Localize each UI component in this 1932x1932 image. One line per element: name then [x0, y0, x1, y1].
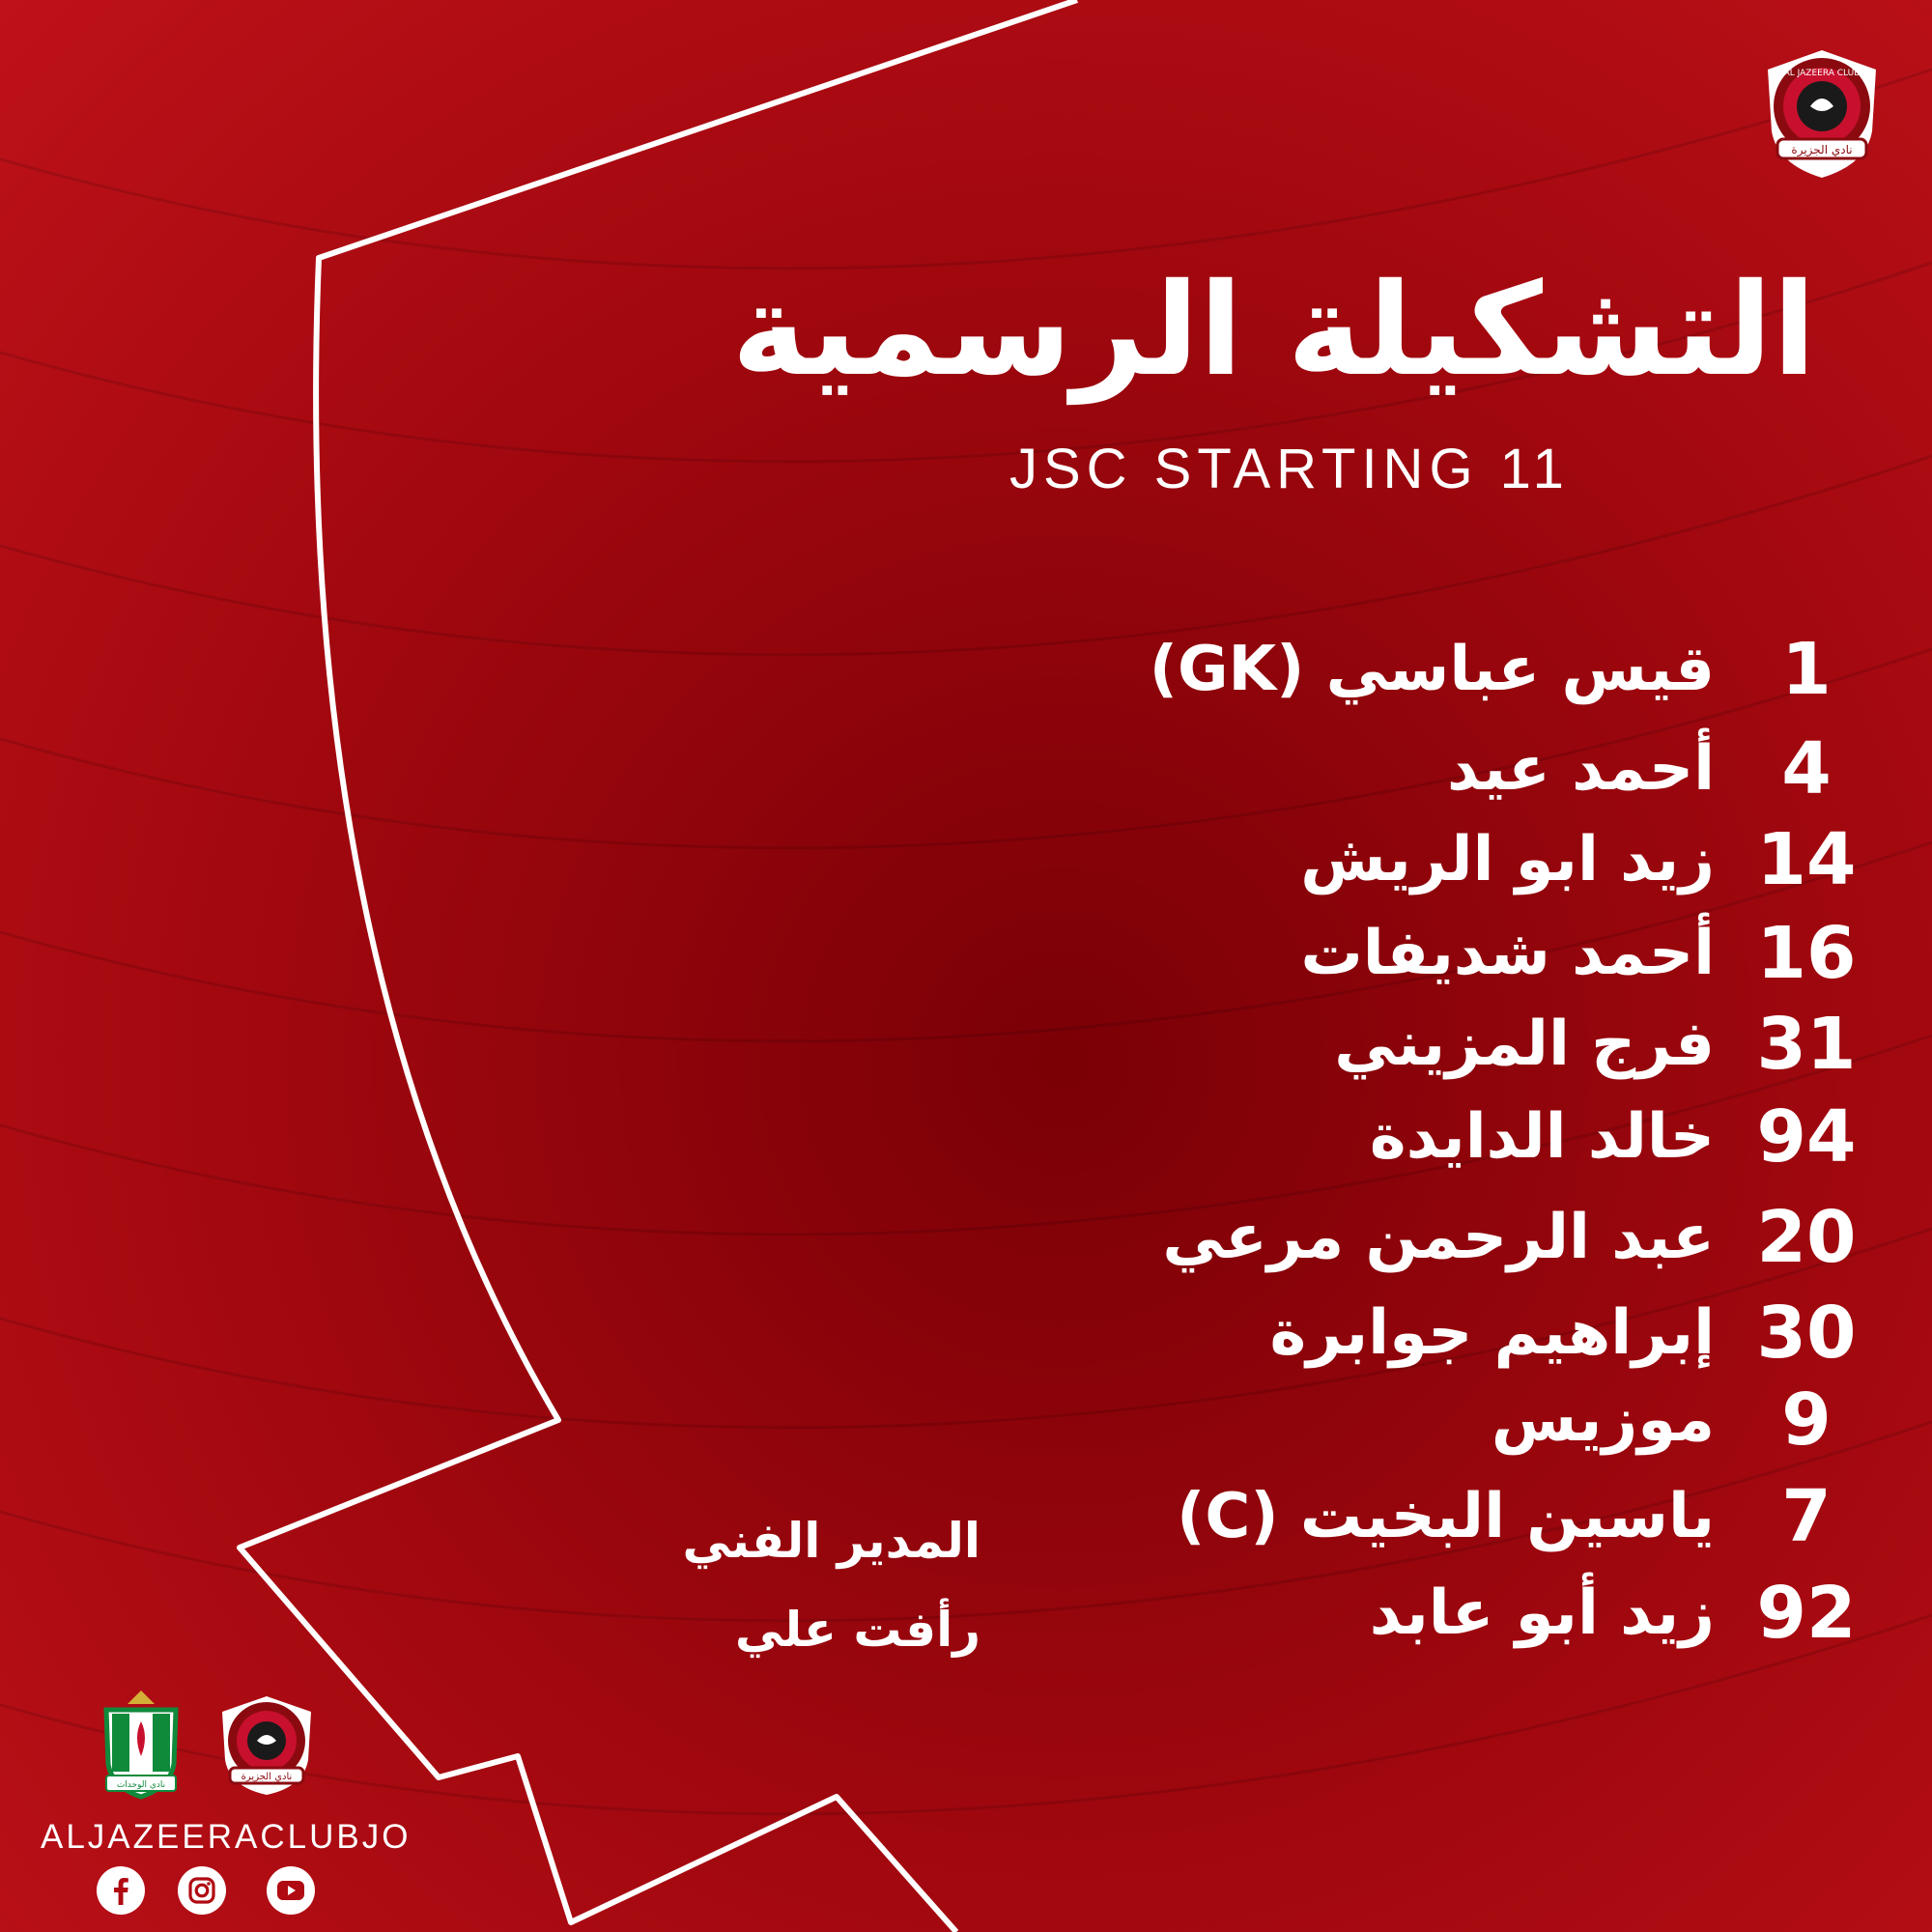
player-row — [0, 1094, 1932, 1180]
player-name: زيد أبو عابد — [1369, 1577, 1715, 1649]
player-name: موزيس — [1491, 1384, 1715, 1456]
coach-label: المدير الفني — [682, 1513, 980, 1569]
coach-block — [683, 1507, 981, 1663]
player-number: 94 — [1756, 1095, 1857, 1179]
crest-top-text: AL JAZEERA CLUB — [1783, 69, 1861, 78]
player-name: فرج المزيني — [1334, 1009, 1715, 1080]
player-number: 31 — [1756, 1003, 1857, 1086]
coach-name: رأفت علي — [734, 1602, 980, 1658]
player-name: إبراهيم جوابرة — [1269, 1297, 1715, 1369]
player-name: ياسين البخيت (C) — [1177, 1481, 1715, 1552]
player-name: زيد ابو الريش — [1300, 824, 1715, 895]
partner-logo-text: نادي الوحدات — [116, 1780, 166, 1790]
player-row — [0, 1001, 1932, 1088]
player-row — [0, 1377, 1932, 1463]
player-name: أحمد شديفات — [1300, 918, 1715, 989]
player-number: 4 — [1781, 727, 1832, 810]
player-row — [0, 910, 1932, 997]
crest-banner-text: نادي الجزيرة — [1791, 143, 1853, 156]
player-row — [0, 725, 1932, 812]
player-name: قيس عباسي (GK) — [1149, 634, 1715, 705]
subtitle: JSC STARTING 11 — [1009, 438, 1570, 500]
player-row — [0, 626, 1932, 713]
player-number: 7 — [1781, 1475, 1832, 1558]
player-name: أحمد عيد — [1446, 733, 1715, 805]
page-title: التشكيلة الرسمية — [731, 256, 1816, 405]
facebook-icon[interactable] — [97, 1866, 145, 1915]
player-name: عبد الرحمن مرعي — [1162, 1202, 1715, 1273]
player-number: 14 — [1756, 818, 1857, 901]
club-crest-small — [216, 1692, 317, 1799]
player-row — [0, 1290, 1932, 1377]
youtube-icon[interactable] — [267, 1866, 315, 1915]
player-number: 16 — [1756, 912, 1857, 995]
player-number: 9 — [1781, 1378, 1832, 1462]
social-handle: ALJAZEERACLUBJO — [41, 1818, 412, 1856]
player-row — [0, 1194, 1932, 1281]
player-number: 92 — [1756, 1572, 1857, 1655]
player-number: 30 — [1756, 1292, 1857, 1375]
player-row — [0, 816, 1932, 903]
player-number: 1 — [1781, 628, 1832, 711]
partner-club-logo — [99, 1687, 184, 1801]
player-name: خالد الدايدة — [1369, 1101, 1715, 1173]
instagram-icon[interactable] — [178, 1866, 226, 1915]
player-number: 20 — [1756, 1196, 1857, 1279]
club-logo-text: نادي الجزيرة — [241, 1772, 293, 1782]
